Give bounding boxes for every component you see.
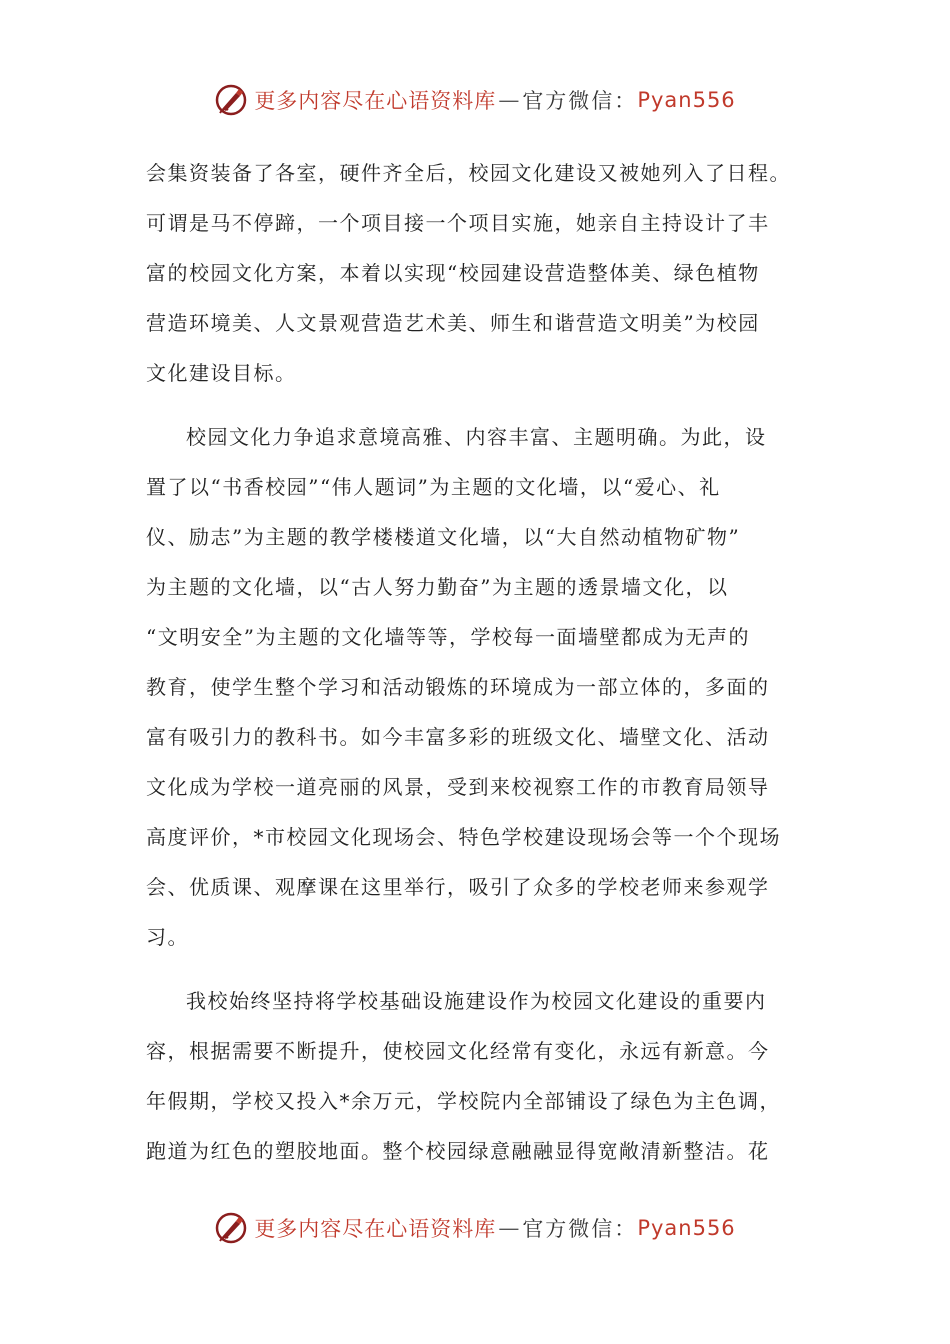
paragraph-2 bbox=[146, 412, 812, 962]
text-line: 置了以“书香校园”“伟人题词”为主题的文化墙，以“爱心、礼 bbox=[146, 475, 721, 499]
header-watermark bbox=[0, 78, 950, 122]
paragraph-1 bbox=[146, 148, 812, 398]
text-line: 校园文化力争追求意境高雅、内容丰富、主题明确。为此，设 bbox=[186, 425, 767, 449]
text-line: 习。 bbox=[146, 925, 189, 949]
footer-wechat-label: 官方微信： bbox=[522, 1217, 638, 1241]
text-line: 跑道为红色的塑胶地面。整个校园绿意融融显得宽敞清新整洁。花 bbox=[146, 1139, 770, 1163]
text-line: 富的校园文化方案，本着以实现“校园建设营造整体美、绿色植物 bbox=[146, 261, 760, 285]
text-line: 为主题的文化墙，以“古人努力勤奋”为主题的透景墙文化，以 bbox=[146, 575, 729, 599]
text-line: 会集资装备了各室，硬件齐全后，校园文化建设又被她列入了日程。 bbox=[146, 161, 791, 185]
text-line: 教育，使学生整个学习和活动锻炼的环境成为一部立体的，多面的 bbox=[146, 675, 770, 699]
text-line: 仪、励志”为主题的教学楼楼道文化墙，以“大自然动植物矿物” bbox=[146, 525, 741, 549]
paragraph-3 bbox=[146, 976, 812, 1176]
text-line: 我校始终坚持将学校基础设施建设作为校园文化建设的重要内 bbox=[186, 989, 767, 1013]
text-line: “文明安全”为主题的文化墙等等，学校每一面墙壁都成为无声的 bbox=[146, 625, 750, 649]
header-wechat-label: 官方微信： bbox=[522, 89, 638, 113]
footer-wechat-id: Pyan556 bbox=[637, 1216, 736, 1240]
text-line: 可谓是马不停蹄，一个项目接一个项目实施，她亲自主持设计了丰 bbox=[146, 211, 770, 235]
header-dash: — bbox=[498, 88, 521, 112]
document-body bbox=[146, 148, 812, 1176]
header-wechat-id: Pyan556 bbox=[637, 88, 736, 112]
text-line: 高度评价，*市校园文化现场会、特色学校建设现场会等一个个现场 bbox=[146, 825, 781, 849]
pen-logo-icon bbox=[214, 1211, 248, 1245]
text-line: 文化成为学校一道亮丽的风景，受到来校视察工作的市教育局领导 bbox=[146, 775, 770, 799]
text-line: 年假期，学校又投入*余万元，学校院内全部铺设了绿色为主色调， bbox=[146, 1089, 781, 1113]
footer-brand-text: 更多内容尽在心语资料库 bbox=[254, 1217, 497, 1241]
footer-watermark bbox=[0, 1206, 950, 1250]
pen-logo-icon bbox=[214, 83, 248, 117]
header-brand-text: 更多内容尽在心语资料库 bbox=[254, 89, 497, 113]
text-line: 文化建设目标。 bbox=[146, 361, 297, 385]
text-line: 会、优质课、观摩课在这里举行，吸引了众多的学校老师来参观学 bbox=[146, 875, 770, 899]
text-line: 容，根据需要不断提升，使校园文化经常有变化，永远有新意。今 bbox=[146, 1039, 770, 1063]
text-line: 富有吸引力的教科书。如今丰富多彩的班级文化、墙壁文化、活动 bbox=[146, 725, 770, 749]
text-line: 营造环境美、人文景观营造艺术美、师生和谐营造文明美”为校园 bbox=[146, 311, 760, 335]
footer-dash: — bbox=[498, 1216, 521, 1240]
